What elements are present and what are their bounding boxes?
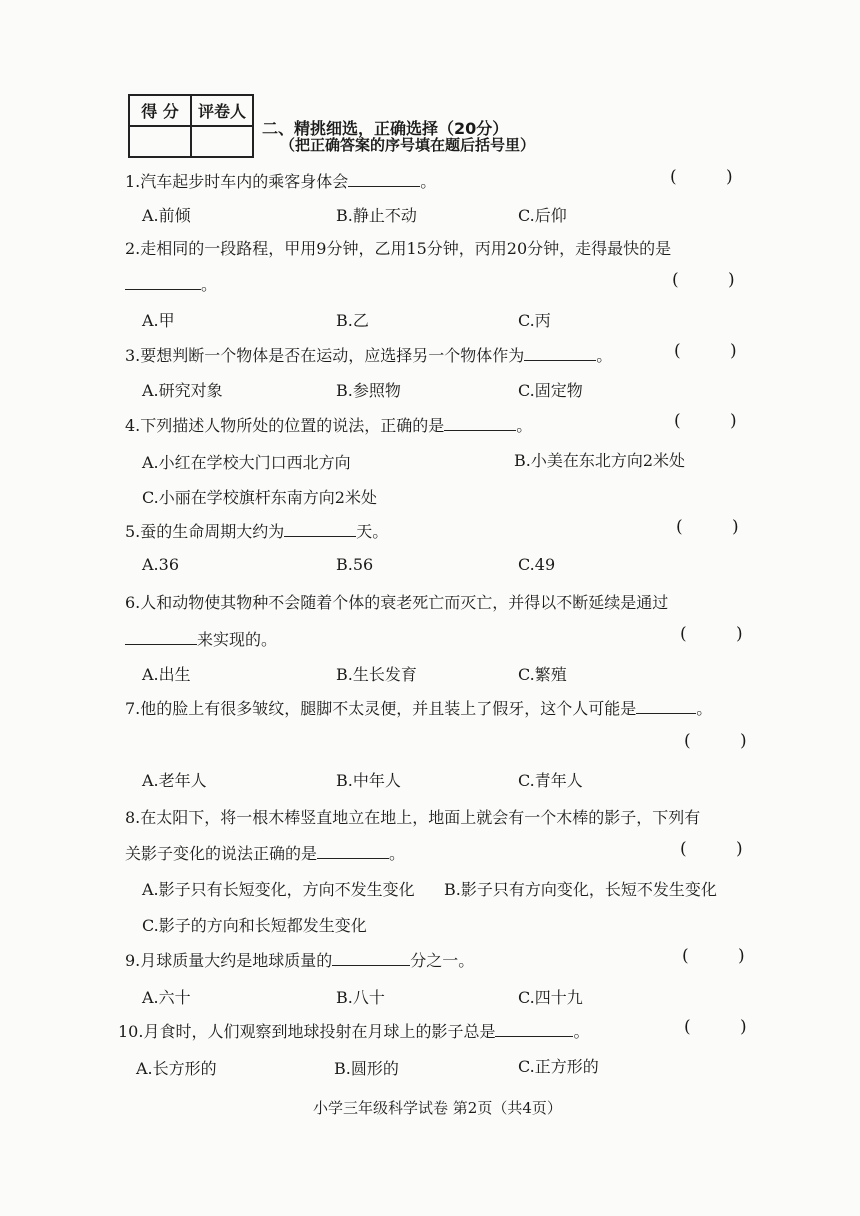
question-3: 3.要想判断一个物体是否在运动，应选择另一个物体作为 。 — [125, 346, 613, 365]
question-4: 4.下列描述人物所处的位置的说法，正确的是 。 — [125, 416, 533, 435]
question-9: 9.月球质量大约是地球质量的 分之一。 — [125, 951, 475, 970]
option-a: A.小红在学校大门口西北方向 — [142, 453, 351, 472]
answer-blank[interactable] — [636, 699, 696, 714]
question-text: 4.下列描述人物所处的位置的说法，正确的是 — [125, 416, 445, 435]
answer-blank[interactable] — [348, 172, 420, 187]
answer-blank[interactable] — [524, 346, 596, 361]
answer-blank[interactable] — [125, 275, 201, 290]
option-b: B.八十 — [336, 988, 385, 1007]
option-b: B.圆形的 — [334, 1059, 399, 1078]
answer-blank[interactable] — [444, 416, 516, 431]
option-a: A.研究对象 — [142, 381, 223, 400]
question-text: 1.汽车起步时车内的乘客身体会 — [125, 172, 349, 191]
answer-blank[interactable] — [495, 1022, 573, 1037]
question-6-line2: 来实现的。 — [125, 627, 277, 650]
option-c: C.49 — [518, 555, 556, 574]
option-c: C.丙 — [518, 311, 551, 330]
option-a: A.甲 — [142, 311, 175, 330]
section-title: 二、精挑细选，正确选择（20分） — [262, 119, 509, 138]
option-a: A.老年人 — [142, 771, 207, 790]
option-c: C.正方形的 — [518, 1057, 599, 1076]
option-c: C.四十九 — [518, 988, 583, 1007]
question-text: 10.月食时，人们观察到地球投射在月球上的影子总是 — [118, 1022, 496, 1041]
grader-cell[interactable] — [191, 126, 253, 157]
option-a: A.出生 — [142, 665, 191, 684]
option-c: C.固定物 — [518, 381, 583, 400]
question-2-line2: 。 — [125, 272, 217, 295]
question-7: 7.他的脸上有很多皱纹，腿脚不太灵便，并且装上了假牙，这个人可能是 。 — [125, 699, 713, 718]
question-text: 5.蚕的生命周期大约为 — [125, 522, 285, 541]
question-6 — [125, 590, 668, 613]
option-a: A.前倾 — [142, 206, 191, 225]
option-b: B.56 — [336, 555, 374, 574]
option-a: A.长方形的 — [136, 1059, 217, 1078]
option-c: C.影子的方向和长短都发生变化 — [142, 916, 367, 935]
score-cell[interactable] — [129, 126, 191, 157]
option-b: B.影子只有方向变化，长短不发生变化 — [444, 880, 717, 899]
option-b: B.中年人 — [336, 771, 401, 790]
question-text: 3.要想判断一个物体是否在运动，应选择另一个物体作为 — [125, 346, 525, 365]
section-subtitle: （把正确答案的序号填在题后括号里） — [280, 136, 536, 154]
exam-page: 得 分 评卷人 二、精挑细选，正确选择（20分） （把正确答案的序号填在题后括号里） 1.汽车起步时车内的乘客身体会 。 ( ) A.前倾 B.静止不动 C.后仰 2.走相同的一段路程，甲用9分钟，乙用15分钟，丙用20分钟，走得最快的是 。 ( ) A.甲 B.乙 C.丙 3.要想判断一个物体是否在运动，应选择另一个物体作为 。 ( ) A.研究对象 B.参照物 C.固定物 4.下列描述人物所处的位置的说法，正确的是 。 ( ) A.小红在学校大门口西北方向 B.小美在东北方向2米处 C.小丽在学校旗杆东南方向2米处 5.蚕的生命周期大约为 天。 ( ) A.36 B.56 C.49 6.人和动物使其物种不会随着个体的衰老死亡而灭亡，并得以不断延续是通过 来实现的。 ( ) A.出生 B.生长发育 C.繁殖 7.他的脸上有很多皱纹，腿脚不太灵便，并且装上了假牙，这个人可能是 。 ( ) A.老年人 B.中年人 C.青年人 8.在太阳下，将一根木棒竖直地立在地上，地面上就会有一个木棒的影子，下列有 关影子变化的说法正确的是 。 ( ) A.影子只有长短变化，方向不发生变化 B.影子只有方向变化，长短不发生变化 C.影子的方向和长短都发生变化 9.月球质量大约是地球质量的 分之一。 ( ) A.六十 B.八十 C.四十九 10.月食时，人们观察到地球投射在月球上的影子总是 。 ( ) A.长方形的 B.圆形的 C.正方形的 小学三年级科学试卷 第2页（共4页） — [0, 0, 860, 1216]
option-c: C.小丽在学校旗杆东南方向2米处 — [142, 488, 377, 507]
option-b: B.参照物 — [336, 381, 401, 400]
question-text: 2.走相同的一段路程，甲用9分钟，乙用15分钟，丙用20分钟，走得最快的是 — [125, 239, 672, 258]
question-8 — [125, 805, 700, 828]
option-c: C.青年人 — [518, 771, 583, 790]
question-10: 10.月食时，人们观察到地球投射在月球上的影子总是 。 — [118, 1022, 590, 1041]
question-text: 6.人和动物使其物种不会随着个体的衰老死亡而灭亡，并得以不断延续是通过 — [125, 593, 669, 612]
answer-blank[interactable] — [125, 630, 197, 645]
option-b: B.乙 — [336, 311, 369, 330]
question-text: 7.他的脸上有很多皱纹，腿脚不太灵便，并且装上了假牙，这个人可能是 — [125, 699, 637, 718]
answer-blank[interactable] — [317, 844, 389, 859]
question-text: 8.在太阳下，将一根木棒竖直地立在地上，地面上就会有一个木棒的影子，下列有 — [125, 808, 701, 827]
option-a: A.36 — [142, 555, 179, 574]
grader-header: 评卷人 — [191, 95, 253, 126]
question-text: 9.月球质量大约是地球质量的 — [125, 951, 333, 970]
option-a: A.六十 — [142, 988, 191, 1007]
page-footer: 小学三年级科学试卷 第2页（共4页） — [313, 1099, 562, 1117]
question-1: 1.汽车起步时车内的乘客身体会 。 — [125, 172, 437, 191]
option-b: B.小美在东北方向2米处 — [514, 451, 686, 470]
option-c: C.后仰 — [518, 206, 567, 225]
answer-blank[interactable] — [284, 522, 356, 537]
option-c: C.繁殖 — [518, 665, 567, 684]
question-2 — [125, 236, 671, 259]
question-5: 5.蚕的生命周期大约为 天。 — [125, 522, 389, 541]
score-header: 得 分 — [129, 95, 191, 126]
question-8-line2: 关影子变化的说法正确的是 。 — [125, 844, 406, 863]
option-b: B.静止不动 — [336, 206, 417, 225]
answer-blank[interactable] — [332, 951, 410, 966]
option-a: A.影子只有长短变化，方向不发生变化 — [142, 880, 415, 899]
score-box — [128, 94, 254, 158]
option-b: B.生长发育 — [336, 665, 417, 684]
